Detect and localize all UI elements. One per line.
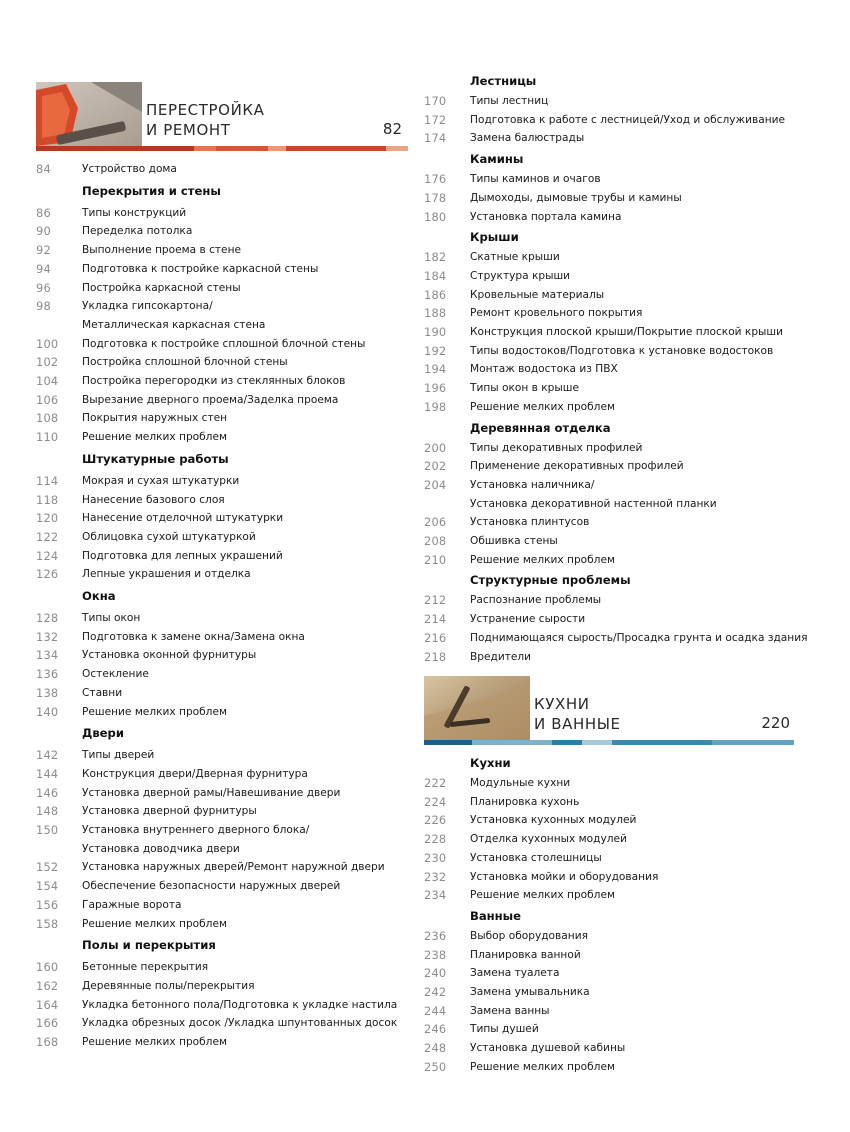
- toc-entry[interactable]: [424, 513, 796, 531]
- entry-title: Вырезание дверного проема/Заделка проема: [82, 393, 339, 406]
- bar-segment: [386, 146, 408, 151]
- toc-entry[interactable]: [424, 170, 796, 188]
- entry-title: Выполнение проема в стене: [82, 244, 242, 257]
- subsection-heading: Двери: [82, 726, 124, 741]
- toc-entry[interactable]: [36, 684, 408, 702]
- section-title-line: КУХНИ: [534, 695, 590, 713]
- page-number: 140: [36, 704, 59, 719]
- page-number: 212: [424, 593, 447, 608]
- section-title-line: И ВАННЫЕ: [534, 715, 621, 733]
- section-color-bar: [424, 740, 794, 745]
- page-number: 170: [424, 94, 447, 108]
- page-number: 98: [36, 299, 51, 314]
- entry-title: Кровельные материалы: [470, 288, 605, 301]
- entry-title: Укладка гипсокартона/: [82, 300, 213, 313]
- page-number: 160: [36, 960, 59, 975]
- entry-title: Конструкция плоской крыши/Покрытие плоской крыши: [470, 326, 784, 338]
- bar-segment: [268, 146, 286, 151]
- bar-segment: [36, 146, 194, 151]
- toc-entry[interactable]: [424, 1039, 796, 1057]
- toc-entry[interactable]: [424, 248, 796, 266]
- page-number: 226: [424, 813, 447, 828]
- toc-entry[interactable]: [36, 765, 408, 783]
- entry-title: Установка кухонных модулей: [470, 814, 637, 827]
- page-number: 180: [424, 209, 447, 224]
- page-number: 138: [36, 685, 59, 700]
- entry-title: Мокрая и сухая штукатурки: [82, 474, 240, 487]
- bar-segment: [286, 146, 386, 151]
- section-color-bar: [36, 146, 408, 151]
- entry-title: Постройка сплошной блочной стены: [82, 356, 288, 369]
- entry-title: Постройка каркасной стены: [82, 281, 241, 294]
- page-number: 176: [424, 172, 447, 187]
- toc-entry[interactable]: [36, 646, 408, 664]
- page-number: 158: [36, 916, 59, 931]
- entry-title: Деревянные полы/перекрытия: [82, 979, 255, 992]
- page-number: 246: [424, 1022, 447, 1037]
- page-number: 152: [36, 860, 59, 875]
- entry-title: Подготовка к замене окна/Замена окна: [82, 630, 305, 643]
- entry-title: Типы декоративных профилей: [470, 441, 643, 454]
- bar-segment: [712, 740, 794, 745]
- entry-title: Укладка обрезных досок /Укладка шпунтованных досок: [82, 1017, 398, 1030]
- entry-title: Подготовка для лепных украшений: [82, 549, 283, 562]
- entry-title: Типы окон в крыше: [470, 382, 579, 395]
- toc-entry[interactable]: [424, 648, 796, 666]
- toc-entry[interactable]: [424, 774, 796, 792]
- toc-entry[interactable]: [36, 409, 408, 427]
- page-number: 200: [424, 440, 447, 455]
- subsection-heading: Полы и перекрытия: [82, 938, 216, 953]
- bar-segment: [424, 740, 472, 745]
- toc-entry[interactable]: [36, 784, 408, 802]
- page-number: 242: [424, 985, 447, 999]
- toc-entry[interactable]: [424, 398, 796, 416]
- entry-title: Лепные украшения и отделка: [82, 568, 251, 581]
- page-number: 184: [424, 268, 447, 283]
- toc-entry[interactable]: [424, 379, 796, 397]
- toc-entry[interactable]: [36, 703, 408, 721]
- toc-entry[interactable]: [424, 286, 796, 304]
- page-number: 132: [36, 629, 59, 644]
- toc-entry[interactable]: [36, 204, 408, 222]
- page-number: 104: [36, 374, 59, 388]
- page-number: 156: [36, 897, 59, 912]
- entry-title: Замена балюстрады: [470, 132, 585, 145]
- toc-entry[interactable]: [424, 360, 796, 378]
- toc-entry[interactable]: [424, 591, 796, 609]
- entry-title: Типы водостоков/Подготовка к установке водостоков: [470, 344, 774, 357]
- page-number: 214: [424, 612, 447, 627]
- page-number: 238: [424, 947, 447, 962]
- toc-entry[interactable]: [424, 439, 796, 457]
- entry-title: Нанесение отделочной штукатурки: [82, 512, 284, 525]
- toc-entry[interactable]: [36, 372, 408, 390]
- toc-entry[interactable]: [424, 551, 796, 569]
- subsection-heading: Структурные проблемы: [470, 573, 631, 588]
- entry-title: Решение мелких проблем: [470, 553, 615, 566]
- toc-entry[interactable]: [36, 297, 408, 315]
- page-number: 248: [424, 1041, 447, 1056]
- page-number: 108: [36, 411, 59, 426]
- page-number: 92: [36, 243, 51, 258]
- toc-entry[interactable]: [36, 609, 408, 627]
- entry-title: Решение мелких проблем: [82, 1036, 227, 1048]
- entry-title: Выбор оборудования: [470, 929, 588, 942]
- subsection-heading: Ванные: [470, 908, 522, 923]
- entry-title: Остекление: [82, 668, 149, 681]
- subsection-heading: Окна: [82, 589, 116, 603]
- entry-title: Модульные кухни: [470, 777, 571, 789]
- page-number: 150: [36, 823, 59, 837]
- toc-entry[interactable]: [424, 111, 796, 129]
- entry-title: Покрытия наружных стен: [82, 412, 228, 425]
- page-number: 190: [424, 325, 447, 339]
- entry-title: Гаражные ворота: [82, 898, 182, 911]
- page-number: 122: [36, 529, 59, 544]
- entry-title: Распознание проблемы: [470, 594, 602, 607]
- subsection-heading: Крыши: [470, 230, 519, 245]
- page-number: 128: [36, 611, 59, 625]
- toc-entry[interactable]: [36, 528, 408, 546]
- section-title-line: ПЕРЕСТРОЙКА: [146, 101, 265, 119]
- page-number: 244: [424, 1003, 447, 1018]
- page-number: 174: [424, 131, 447, 146]
- section-title: [146, 100, 265, 140]
- page-number: 250: [424, 1059, 447, 1074]
- toc-entry[interactable]: [36, 821, 408, 839]
- page-number: 186: [424, 287, 447, 302]
- toc-entry[interactable]: [424, 323, 796, 341]
- entry-title: Ремонт кровельного покрытия: [470, 307, 643, 320]
- entry-title: Ставни: [82, 686, 123, 699]
- toc-entry[interactable]: [424, 983, 796, 1001]
- page-number: 106: [36, 392, 59, 407]
- toc-entry[interactable]: [36, 915, 408, 933]
- entry-title: Отделка кухонных модулей: [470, 833, 627, 846]
- entry-title: Обеспечение безопасности наружных дверей: [82, 880, 341, 893]
- section-banner: [36, 82, 406, 154]
- page-number: 240: [424, 966, 447, 981]
- toc-entry[interactable]: [424, 849, 796, 867]
- entry-title: Планировка кухонь: [470, 795, 580, 808]
- entry-title: Замена ванны: [470, 1004, 550, 1017]
- toc-entry[interactable]: [424, 610, 796, 628]
- page-number: 192: [424, 343, 447, 358]
- toc-entry[interactable]: [36, 958, 408, 976]
- entry-title: Решение мелких проблем: [82, 705, 227, 718]
- toc-entry[interactable]: [424, 1020, 796, 1038]
- page-number: 144: [36, 766, 59, 781]
- entry-title: Облицовка сухой штукатуркой: [82, 530, 256, 543]
- page-number: 230: [424, 850, 447, 865]
- page-number: 234: [424, 888, 447, 903]
- page-number: 210: [424, 552, 447, 567]
- section-title-line: И РЕМОНТ: [146, 121, 231, 139]
- entry-title: Устранение сырости: [470, 613, 586, 626]
- subsection-heading: Кухни: [470, 756, 511, 770]
- page-number: 202: [424, 459, 447, 474]
- page-number: 118: [36, 492, 59, 507]
- entry-title: Установка доводчика двери: [82, 842, 240, 855]
- toc-entry[interactable]: [36, 335, 408, 353]
- bar-segment: [582, 740, 612, 745]
- page-number: 90: [36, 224, 51, 239]
- toc-entry[interactable]: [36, 316, 408, 334]
- section-photo: [424, 676, 530, 742]
- toc-entry[interactable]: [36, 160, 408, 178]
- toc-entry[interactable]: [36, 547, 408, 565]
- entry-title: Постройка перегородки из стеклянных блоков: [82, 375, 346, 387]
- toc-entry[interactable]: [424, 964, 796, 982]
- entry-title: Решение мелких проблем: [470, 1060, 615, 1073]
- toc-entry[interactable]: [36, 509, 408, 527]
- page-number: 188: [424, 306, 447, 321]
- toc-entry[interactable]: [424, 495, 796, 513]
- page-number: 120: [36, 511, 59, 526]
- page-number: 232: [424, 869, 447, 884]
- toc-entry[interactable]: [36, 353, 408, 371]
- entry-title: Металлическая каркасная стена: [82, 318, 266, 331]
- toc-entry[interactable]: [424, 189, 796, 207]
- entry-title: Поднимающаяся сырость/Просадка грунта и осадка здания: [470, 631, 808, 644]
- page-number: 86: [36, 205, 51, 220]
- page-number: 162: [36, 978, 59, 993]
- page-number: 148: [36, 804, 59, 819]
- entry-title: Укладка бетонного пола/Подготовка к укладке настила: [82, 998, 398, 1011]
- section-title: [534, 694, 621, 734]
- entry-title: Решение мелких проблем: [82, 431, 227, 444]
- subsection-heading: Лестницы: [470, 74, 537, 88]
- entry-title: Установка наружных дверей/Ремонт наружной двери: [82, 861, 385, 874]
- subsection-heading: Деревянная отделка: [470, 420, 611, 435]
- entry-title: Типы дверей: [82, 749, 155, 762]
- toc-entry[interactable]: [36, 428, 408, 446]
- entry-title: Планировка ванной: [470, 948, 581, 961]
- toc-entry[interactable]: [36, 628, 408, 646]
- entry-title: Типы каминов и очагов: [470, 173, 601, 186]
- page-number: 94: [36, 261, 51, 276]
- toc-entry[interactable]: [36, 1033, 408, 1051]
- entry-title: Подготовка к постройке сплошной блочной стены: [82, 337, 366, 350]
- toc-entry[interactable]: [424, 868, 796, 886]
- page-number: 84: [36, 162, 51, 176]
- entry-title: Установка мойки и оборудования: [470, 870, 659, 883]
- page-number: 208: [424, 534, 447, 548]
- section-page-number: 82: [382, 120, 402, 138]
- entry-title: Замена туалета: [470, 967, 560, 980]
- toc-entry[interactable]: [36, 472, 408, 490]
- subsection-heading: Перекрытия и стены: [82, 183, 221, 198]
- entry-title: Применение декоративных профилей: [470, 460, 684, 473]
- page-number: 146: [36, 785, 59, 800]
- page-number: 182: [424, 250, 447, 265]
- toc-entry[interactable]: [36, 802, 408, 820]
- toc-entry[interactable]: [424, 92, 796, 110]
- toc-entry[interactable]: [36, 665, 408, 683]
- toc-entry[interactable]: [36, 222, 408, 240]
- toc-entry[interactable]: [424, 793, 796, 811]
- toc-entry[interactable]: [424, 267, 796, 285]
- subsection-heading: Штукатурные работы: [82, 451, 229, 466]
- section-page-number: 220: [761, 714, 790, 732]
- toc-entry[interactable]: [36, 260, 408, 278]
- page-number: 216: [424, 630, 447, 645]
- page-number: 124: [36, 548, 59, 563]
- entry-title: Установка оконной фурнитуры: [82, 649, 257, 662]
- page-number: 100: [36, 336, 59, 351]
- entry-title: Установка столешницы: [470, 851, 602, 864]
- entry-title: Установка душевой кабины: [470, 1042, 626, 1055]
- entry-title: Установка дверной рамы/Навешивание двери: [82, 786, 341, 799]
- toc-entry[interactable]: [36, 565, 408, 583]
- page-number: 228: [424, 832, 447, 847]
- entry-title: Установка портала камина: [470, 210, 622, 223]
- entry-title: Типы конструкций: [82, 206, 187, 219]
- entry-title: Установка плинтусов: [470, 516, 590, 529]
- entry-title: Типы окон: [82, 612, 141, 624]
- entry-title: Скатные крыши: [470, 251, 560, 264]
- entry-title: Вредители: [470, 650, 532, 663]
- entry-title: Подготовка к постройке каркасной стены: [82, 262, 319, 275]
- bar-segment: [194, 146, 216, 151]
- entry-title: Устройство дома: [82, 163, 177, 175]
- entry-title: Решение мелких проблем: [82, 917, 227, 930]
- toc-entry[interactable]: [36, 279, 408, 297]
- entry-title: Установка дверной фурнитуры: [82, 805, 257, 818]
- toc-entry[interactable]: [424, 629, 808, 647]
- page-number: 172: [424, 112, 447, 127]
- toc-entry[interactable]: [424, 208, 796, 226]
- entry-title: Бетонные перекрытия: [82, 961, 209, 974]
- bar-segment: [216, 146, 268, 151]
- page-number: 114: [36, 473, 59, 488]
- toc-entry[interactable]: [36, 491, 408, 509]
- page-number: 134: [36, 648, 59, 663]
- entry-title: Нанесение базового слоя: [82, 493, 225, 506]
- entry-title: Монтаж водостока из ПВХ: [470, 363, 618, 376]
- toc-entry[interactable]: [424, 886, 796, 904]
- page-number: 224: [424, 794, 447, 809]
- toc-entry[interactable]: [36, 746, 408, 764]
- page-number: 198: [424, 399, 447, 414]
- entry-title: Решение мелких проблем: [470, 400, 615, 413]
- toc-entry[interactable]: [424, 946, 796, 964]
- page-number: 196: [424, 381, 447, 396]
- entry-title: Замена умывальника: [470, 986, 590, 998]
- page-number: 154: [36, 879, 59, 894]
- toc-entry[interactable]: [36, 241, 408, 259]
- page-number: 218: [424, 649, 447, 664]
- page-number: 126: [36, 567, 59, 582]
- entry-title: Установка наличника/: [470, 478, 595, 491]
- toc-entry[interactable]: [36, 840, 408, 858]
- bar-segment: [472, 740, 552, 745]
- page-number: 110: [36, 430, 59, 445]
- section-photo: [36, 82, 142, 148]
- section-banner: [424, 676, 794, 748]
- entry-title: Конструкция двери/Дверная фурнитура: [82, 767, 308, 780]
- entry-title: Переделка потолка: [82, 225, 193, 238]
- toc-entry[interactable]: [424, 830, 796, 848]
- page-number: 236: [424, 928, 447, 943]
- toc-entry[interactable]: [36, 877, 408, 895]
- toc-entry[interactable]: [36, 977, 408, 995]
- toc-entry[interactable]: [36, 896, 408, 914]
- page-number: 206: [424, 515, 447, 530]
- page-number: 178: [424, 190, 447, 205]
- toc-entry[interactable]: [36, 391, 408, 409]
- entry-title: Решение мелких проблем: [470, 889, 615, 902]
- entry-title: Подготовка к работе с лестницей/Уход и обслуживание: [470, 113, 786, 126]
- entry-title: Дымоходы, дымовые трубы и камины: [470, 191, 682, 204]
- toc-entry[interactable]: [424, 532, 796, 550]
- toc-entry[interactable]: [424, 476, 796, 494]
- page-number: 222: [424, 776, 447, 790]
- page-number: 166: [36, 1016, 59, 1031]
- toc-entry[interactable]: [424, 129, 796, 147]
- toc-entry[interactable]: [424, 1058, 796, 1076]
- page-number: 96: [36, 280, 51, 295]
- entry-title: Типы душей: [470, 1023, 539, 1036]
- entry-title: Установка внутреннего дверного блока/: [82, 824, 310, 836]
- bar-segment: [552, 740, 582, 745]
- toc-entry[interactable]: [424, 1002, 796, 1020]
- bar-segment: [612, 740, 712, 745]
- page-number: 164: [36, 997, 59, 1012]
- subsection-heading: Камины: [470, 152, 524, 167]
- entry-title: Структура крыши: [470, 269, 571, 282]
- toc-entry[interactable]: [36, 996, 408, 1014]
- toc-entry[interactable]: [424, 342, 796, 360]
- toc-entry[interactable]: [424, 811, 796, 829]
- page-number: 136: [36, 667, 59, 682]
- entry-title: Типы лестниц: [470, 95, 549, 107]
- page-number: 204: [424, 477, 447, 492]
- page-number: 102: [36, 355, 59, 370]
- page-number: 168: [36, 1035, 59, 1049]
- entry-title: Обшивка стены: [470, 535, 558, 547]
- toc-entry[interactable]: [424, 304, 796, 322]
- toc-entry[interactable]: [36, 1014, 408, 1032]
- entry-title: Установка декоративной настенной планки: [470, 497, 717, 510]
- toc-entry[interactable]: [36, 858, 408, 876]
- toc-entry[interactable]: [424, 927, 796, 945]
- page-number: 142: [36, 748, 59, 763]
- page-number: 194: [424, 362, 447, 377]
- toc-entry[interactable]: [424, 457, 796, 475]
